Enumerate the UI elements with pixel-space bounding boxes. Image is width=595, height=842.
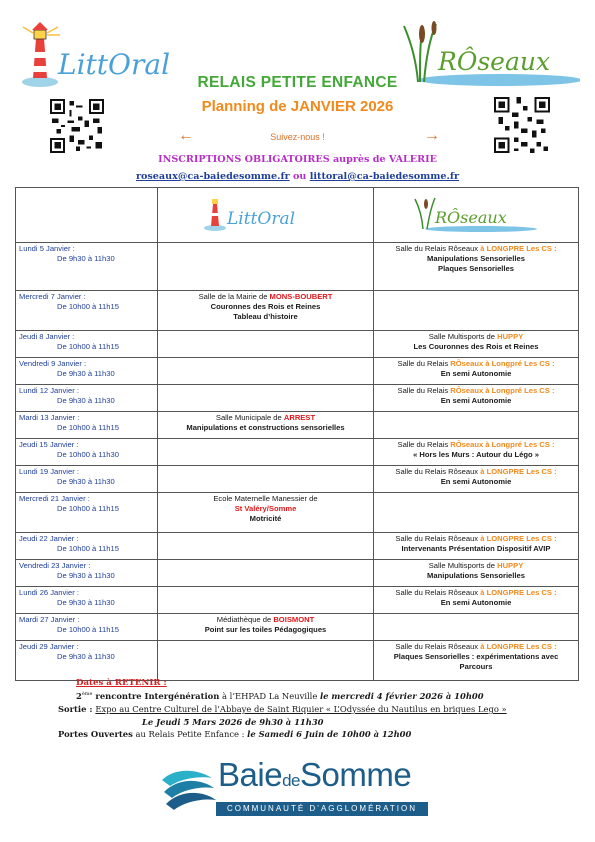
littoral-small-logo <box>201 196 331 232</box>
day-label: Mardi 27 Janvier : <box>19 615 80 624</box>
activity-label: Intervenants Présentation Dispositif AVIP <box>401 543 551 553</box>
littoral-cell <box>158 614 374 641</box>
activity-label: Manipulations Sensorielles <box>427 570 525 580</box>
table-row <box>16 291 579 331</box>
note1-suffix: ème <box>81 691 93 698</box>
activity-label: En semi Autonomie <box>440 476 512 486</box>
hours-label: De 9h30 à 11h30 <box>57 570 115 580</box>
table-row <box>16 466 579 493</box>
roseaux-small-logo <box>411 195 541 233</box>
activity-label: Couronnes des Rois et Reines <box>210 301 321 311</box>
roseaux-logo-text: RÔseaux <box>438 47 551 76</box>
day-label: Jeudi 8 Janvier : <box>19 332 75 341</box>
date-cell <box>16 533 158 560</box>
brand-main: Baie <box>218 756 283 793</box>
town-label: BOISMONT <box>273 615 315 624</box>
activity-label: Tableau d’histoire <box>233 311 298 321</box>
littoral-cell <box>158 641 374 681</box>
header-littoral-cell <box>158 188 374 243</box>
venue-label: Salle du Relais Rôseaux <box>395 467 481 476</box>
note-outing-date <box>142 717 324 727</box>
day-label: Jeudi 22 Janvier : <box>19 534 79 543</box>
day-label: Mercredi 7 Janvier : <box>19 292 86 301</box>
table-row <box>16 439 579 466</box>
activity-label: En semi Autonomie <box>440 368 512 378</box>
roseaux-cell <box>374 587 579 614</box>
littoral-cell <box>158 587 374 614</box>
table-header-row <box>16 188 579 243</box>
town-label: HUPPY <box>497 561 524 570</box>
note2-text: Expo au Centre Culturel de l’Abbaye de Saint Riquier « L’Odyssée du Nautilus en briques Lego » <box>95 704 507 714</box>
venue-label: Ecole Maternelle Manessier de <box>213 494 318 503</box>
roseaux-cell <box>374 439 579 466</box>
littoral-logo-text: LittOral <box>58 48 171 81</box>
hours-label: De 10h00 à 11h15 <box>57 543 119 553</box>
date-cell <box>16 439 158 466</box>
roseaux-cell <box>374 466 579 493</box>
roseaux-cell <box>374 291 579 331</box>
roseaux-cell <box>374 493 579 533</box>
email-roseaux-link[interactable]: roseaux@ca-baiedesomme.fr <box>135 171 290 182</box>
hours-label: De 10h00 à 11h30 <box>57 449 119 459</box>
venue-label: Salle du Relais Rôseaux <box>395 244 481 253</box>
header-empty-cell <box>16 188 158 243</box>
town-label: à LONGPRE Les CS : <box>480 642 557 651</box>
venue-label: Salle du Relais <box>397 359 451 368</box>
day-label: Lundi 5 Janvier : <box>19 244 75 253</box>
littoral-cell <box>158 466 374 493</box>
email-separator: ou <box>293 171 307 182</box>
note1-date: le mercredi 4 février 2026 à 10h00 <box>319 691 484 701</box>
date-cell <box>16 560 158 587</box>
activity-label: Motricité <box>249 513 282 523</box>
day-label: Lundi 26 Janvier : <box>19 588 79 597</box>
table-row <box>16 533 579 560</box>
arrow-right-icon: → <box>424 127 440 144</box>
header-roseaux-cell <box>374 188 579 243</box>
day-label: Jeudi 29 Janvier : <box>19 642 79 651</box>
day-label: Vendredi 9 Janvier : <box>19 359 87 368</box>
venue-label: Salle du Relais Rôseaux <box>395 534 481 543</box>
note3-date: Le Jeudi 5 Mars 2026 de 9h30 à 11h30 <box>142 717 324 727</box>
venue-label: Salle du Relais Rôseaux <box>395 642 481 651</box>
hours-label: De 9h30 à 11h30 <box>57 597 115 607</box>
day-label: Mardi 13 Janvier : <box>19 413 80 422</box>
brand-end: Somme <box>299 756 412 793</box>
venue-label: Salle du Relais Rôseaux <box>395 588 481 597</box>
littoral-cell <box>158 533 374 560</box>
page-subtitle: Planning de JANVIER 2026 <box>201 98 394 115</box>
note1-number: 2 <box>76 691 82 701</box>
town-label: à LONGPRE Les CS : <box>480 588 557 597</box>
roseaux-cell <box>374 560 579 587</box>
note2-label: Sortie : <box>58 704 96 714</box>
hours-label: De 9h30 à 11h30 <box>57 476 115 486</box>
activity-label: Manipulations Sensorielles <box>427 253 525 263</box>
littoral-cell <box>158 412 374 439</box>
dates-to-remember-title: Dates à RETENIR : <box>76 678 167 688</box>
date-cell <box>16 641 158 681</box>
venue-label: Salle Municipale de <box>215 413 284 422</box>
table-row <box>16 385 579 412</box>
littoral-cell <box>158 243 374 291</box>
planning-table <box>15 187 579 681</box>
town-label: HUPPY <box>497 332 524 341</box>
date-cell <box>16 466 158 493</box>
roseaux-cell <box>374 385 579 412</box>
email-littoral-link[interactable]: littoral@ca-baiedesomme.fr <box>309 171 460 182</box>
table-row <box>16 331 579 358</box>
note4-label: Portes Ouvertes <box>58 729 133 739</box>
activity-label: Point sur les toiles Pédagogiques <box>204 624 327 634</box>
activity-label: « Hors les Murs : Autour du Légo » <box>413 449 539 459</box>
venue-label: Salle du Relais <box>397 440 451 449</box>
town-label: à LONGPRE Les CS : <box>480 534 557 543</box>
littoral-cell <box>158 358 374 385</box>
brand-de: de <box>282 771 300 790</box>
table-row <box>16 243 579 291</box>
roseaux-cell <box>374 358 579 385</box>
activity-label: Plaques Sensorielles : expérimentations avec Parcours <box>393 651 559 671</box>
table-row <box>16 560 579 587</box>
littoral-small-logo-text: LittOral <box>226 208 295 229</box>
date-cell <box>16 614 158 641</box>
table-row <box>16 412 579 439</box>
day-label: Lundi 19 Janvier : <box>19 467 79 476</box>
venue-label: Salle Multisports de <box>428 332 498 341</box>
hours-label: De 9h30 à 11h30 <box>57 368 115 378</box>
day-label: Jeudi 15 Janvier : <box>19 440 79 449</box>
town-label: ARREST <box>283 413 316 422</box>
date-cell <box>16 331 158 358</box>
littoral-cell <box>158 331 374 358</box>
town-label: RÔseaux à Longpré Les CS : <box>450 359 555 368</box>
town-label: RÔseaux à Longpré Les CS : <box>450 440 555 449</box>
date-cell <box>16 291 158 331</box>
qr-code-roseaux-icon[interactable] <box>494 97 550 153</box>
date-cell <box>16 243 158 291</box>
note1-place: à l’EHPAD La Neuville <box>219 691 320 701</box>
table-row <box>16 641 579 681</box>
contact-emails <box>0 171 595 182</box>
note-open-house <box>58 729 411 739</box>
note4-place: au Relais Petite Enfance : <box>132 729 248 739</box>
roseaux-cell <box>374 641 579 681</box>
hours-label: De 10h00 à 11h15 <box>57 624 119 634</box>
activity-label: Manipulations et constructions sensorielles <box>186 422 345 432</box>
venue-label: Salle Multisports de <box>428 561 498 570</box>
table-row <box>16 614 579 641</box>
hours-label: De 9h30 à 11h30 <box>57 651 115 661</box>
day-label: Lundi 12 Janvier : <box>19 386 79 395</box>
roseaux-cell <box>374 614 579 641</box>
venue-label: Médiathèque de <box>216 615 274 624</box>
follow-us-text: Suivez-nous ! <box>270 132 325 142</box>
town-label: MONS-BOUBERT <box>269 292 333 301</box>
roseaux-cell <box>374 533 579 560</box>
hours-label: De 10h00 à 11h15 <box>57 301 119 311</box>
activity-label: En semi Autonomie <box>440 597 512 607</box>
page-title: RELAIS PETITE ENFANCE <box>197 74 398 91</box>
table-row <box>16 358 579 385</box>
date-cell <box>16 358 158 385</box>
note-outing <box>58 704 507 714</box>
venue-label: Salle du Relais <box>397 386 451 395</box>
day-label: Mercredi 21 Janvier : <box>19 494 90 503</box>
note1-event: rencontre Intergénération <box>92 691 220 701</box>
roseaux-small-logo-text: RÔseaux <box>435 207 507 227</box>
town-label: à LONGPRE Les CS : <box>480 244 557 253</box>
town-label: St Valéry/Somme <box>234 503 297 513</box>
baie-de-somme-logo-text <box>218 756 411 794</box>
date-cell <box>16 385 158 412</box>
activity-label: Les Couronnes des Rois et Reines <box>413 341 539 351</box>
day-label: Vendredi 23 Janvier : <box>19 561 91 570</box>
hours-label: De 10h00 à 11h15 <box>57 341 119 351</box>
activity-label: En semi Autonomie <box>440 395 512 405</box>
littoral-cell <box>158 385 374 412</box>
town-label: à LONGPRE Les CS : <box>480 467 557 476</box>
activity-label: Plaques Sensorielles <box>438 263 514 273</box>
hours-label: De 9h30 à 11h30 <box>57 395 115 405</box>
hours-label: De 10h00 à 11h15 <box>57 422 119 432</box>
littoral-cell <box>158 560 374 587</box>
inscriptions-notice: INSCRIPTIONS OBLIGATOIRES auprès de VALERIE <box>158 154 437 165</box>
table-row <box>16 587 579 614</box>
venue-label: Salle de la Mairie de <box>198 292 270 301</box>
littoral-cell <box>158 291 374 331</box>
arrow-left-icon: ← <box>178 127 194 144</box>
roseaux-cell <box>374 412 579 439</box>
note-intergeneration <box>76 691 484 701</box>
date-cell <box>16 493 158 533</box>
note4-date: le Samedi 6 Juin de 10h00 à 12h00 <box>247 729 412 739</box>
littoral-cell <box>158 493 374 533</box>
date-cell <box>16 412 158 439</box>
littoral-cell <box>158 439 374 466</box>
town-label: RÔseaux à Longpré Les CS : <box>450 386 555 395</box>
hours-label: De 9h30 à 11h30 <box>57 253 115 263</box>
qr-code-littoral-icon[interactable] <box>50 99 104 153</box>
brand-subtitle: COMMUNAUTÉ D’AGGLOMÉRATION <box>216 802 428 816</box>
roseaux-cell <box>374 243 579 291</box>
hours-label: De 10h00 à 11h15 <box>57 503 119 513</box>
date-cell <box>16 587 158 614</box>
table-row <box>16 493 579 533</box>
roseaux-cell <box>374 331 579 358</box>
planning-table-body <box>16 188 579 681</box>
